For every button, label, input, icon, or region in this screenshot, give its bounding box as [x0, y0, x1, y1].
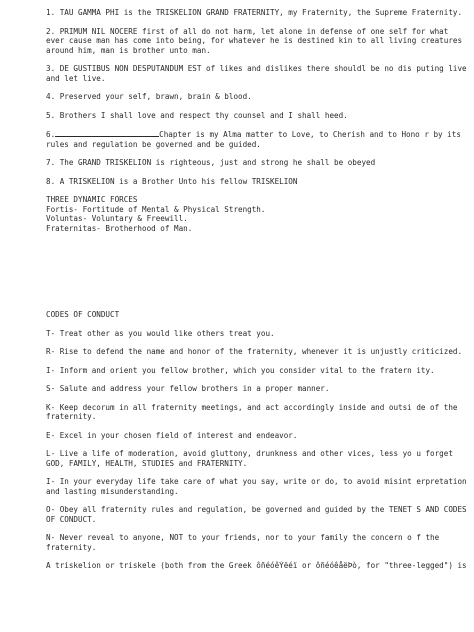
code-item-e: E- Excel in your chosen field of interest and endeavor. — [46, 430, 298, 440]
oath-item-6-text: Chapter is my Alma matter to Love, to Cherish and to Hono r by its rules and regulation be governed and be guided. — [46, 130, 466, 149]
codes-of-conduct-title: CODES OF CONDUCT — [46, 310, 120, 319]
oath-item-3: 3. DE GUSTIBUS NON DESPUTANDUM EST of likes and dislikes there shouldl be no dis puting live and let live. — [46, 64, 472, 83]
code-item-o: O- Obey all fraternity rules and regulation, be governed and guided by the TENET S AND CODES OF CONDUCT. — [46, 505, 472, 524]
oath-item-2: 2. PRIMUM NIL NOCERE first of all do not harm, let alone in defense of one self for what ever cause man has come into being, for whatever he is destined kin to all living creatures around him, man is brother unto man. — [46, 26, 467, 55]
dynamic-forces-title: THREE DYNAMIC FORCES — [46, 195, 138, 204]
dynamic-forces-section — [46, 195, 470, 233]
triskelion-definition: A triskelion or triskele (both from the Greek ôñéóêÝëéï or ôñéóêåëÞò, for "three-legged") is — [46, 561, 467, 570]
code-item-i: I- Inform and orient you fellow brother, which you consider vital to the fratern ity. — [46, 365, 435, 375]
section-gap-2 — [46, 276, 470, 310]
section-gap — [46, 242, 470, 276]
force-voluntas: Voluntas- Voluntary & Freewill. — [46, 214, 188, 223]
oath-item-7: 7. The GRAND TRISKELION is righteous, just and strong he shall be obeyed — [46, 158, 376, 167]
code-item-l: L- Live a life of moderation, avoid gluttony, drunkness and other vices, less yo u forget GOD, FAMILY, HEALTH, STUDIES and FRATERNITY. — [46, 449, 458, 468]
document-page — [46, 8, 470, 580]
code-item-n: N- Never reveal to anyone, NOT to your friends, nor to your family the concern o f the fraternity. — [46, 533, 444, 552]
oath-item-1: 1. TAU GAMMA PHI is the TRISKELION GRAND FRATERNITY, my Fraternity, the Supreme Fraternity. — [46, 8, 463, 17]
oath-item-6 — [46, 129, 470, 149]
force-fortis: Fortis- Fortitude of Mental & Physical Strength. — [46, 204, 266, 214]
oath-item-4: 4. Preserved your self, brawn, brain & blood. — [46, 92, 252, 101]
chapter-name-blank — [55, 129, 159, 137]
code-item-t: T- Treat other as you would like others treat you. — [46, 328, 275, 338]
oath-item-6-number: 6. — [46, 130, 56, 139]
code-item-s: S- Salute and address your fellow brothers in a proper manner. — [46, 384, 330, 393]
oath-item-8: 8. A TRISKELION is a Brother Unto his fellow TRISKELION — [46, 176, 298, 186]
force-fraternitas: Fraternitas- Brotherhood of Man. — [46, 223, 193, 233]
code-item-r: R- Rise to defend the name and honor of the fraternity, whenever it is unjustly criticized. — [46, 347, 463, 356]
code-item-i2: I- In your everyday life take care of what you say, write or do, to avoid misint erpretation and lasting misunderstanding. — [46, 477, 472, 496]
code-item-k: K- Keep decorum in all fraternity meetings, and act accordingly inside and outsi de of the fraternity. — [46, 402, 463, 421]
oath-item-5: 5. Brothers I shall love and respect thy counsel and I shall heed. — [46, 110, 348, 120]
